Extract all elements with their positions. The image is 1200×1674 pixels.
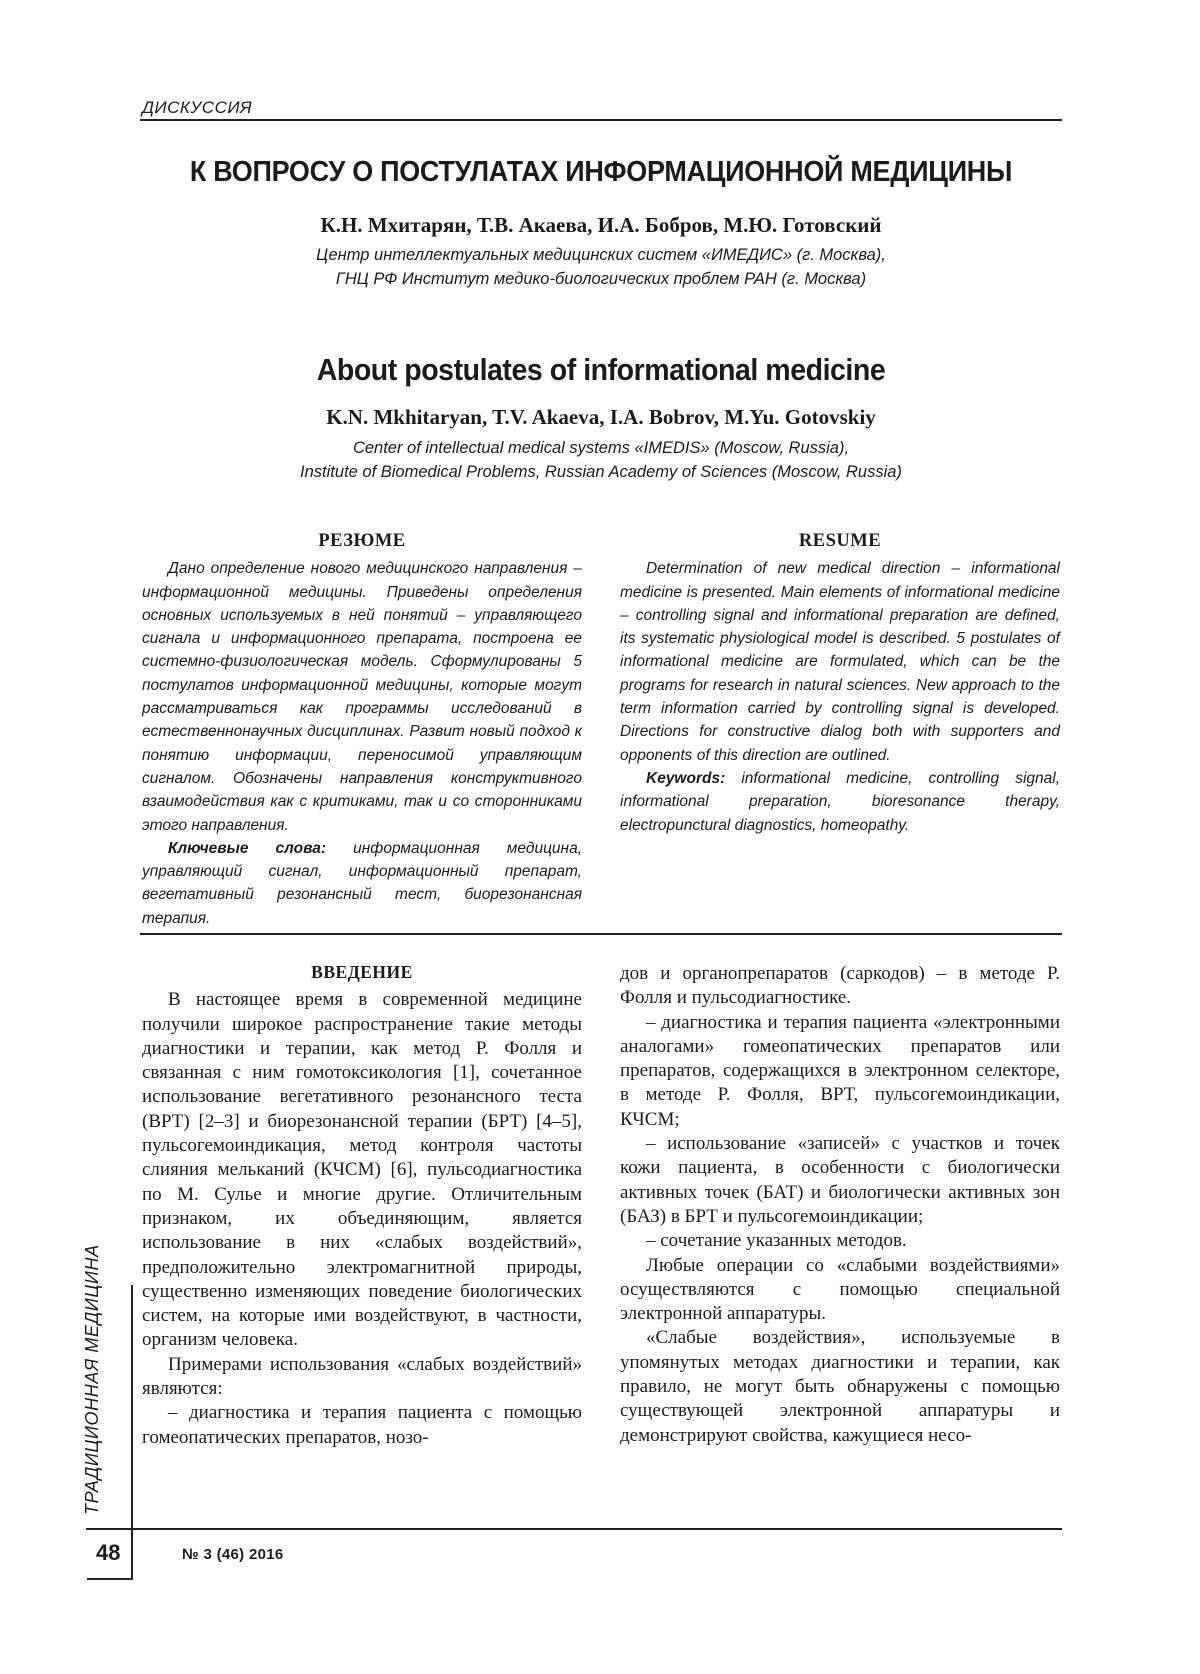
abstract-divider xyxy=(140,933,1062,935)
section-label: ДИСКУССИЯ xyxy=(142,98,252,118)
keywords-ru-text: информационная медицина, управляющий сигнал, информационный препарат, вегетативный резонансный тест, биорезонансная терапия. xyxy=(142,840,582,927)
abstract-ru-text: Дано определение нового медицинского направления – информационной медицины. Приведены определения основных используемых в ней понятий – управляющего сигнала и информационного препарата, построена ее системно-физиологическая модель. Сформулированы 5 постулатов информационной медицины, которые могут рассматриваться как программы исследований в естественнонаучных дисциплинах. Развит новый подход к понятию информации, переносимой управляющим сигналом. Обозначены направления конструктивного взаимодействия как с критиками, так и со сторонниками этого направления. xyxy=(142,557,582,837)
side-rule xyxy=(131,1285,133,1530)
body-paragraph: – диагностика и терапия пациента «электронными аналогами» гомеопатических препаратов или препаратов, содержащихся в электронном селекторе, в методе Р. Фолля, ВРТ, пульсогемоиндикации, КЧСМ; xyxy=(620,1011,1060,1132)
body-right-column xyxy=(620,962,1060,1448)
affiliation-en-line-1: Center of intellectual medical systems «IMEDIS» (Moscow, Russia), xyxy=(140,436,1062,460)
body-paragraph: «Слабые воздействия», используемые в упомянутых методах диагностики и терапии, как правило, не могут быть обнаружены с помощью существующей электронной аппаратуры и демонстрируют свойства, кажущиеся несо- xyxy=(620,1326,1060,1447)
abstract-en-heading: RESUME xyxy=(620,530,1060,553)
issue-info: № 3 (46) 2016 xyxy=(182,1546,284,1563)
abstract-ru-keywords xyxy=(142,837,582,930)
article-title-ru: К ВОПРОСУ О ПОСТУЛАТАХ ИНФОРМАЦИОННОЙ МЕДИЦИНЫ xyxy=(172,156,1029,189)
article-title-en: About postulates of informational medicine xyxy=(177,352,1025,388)
abstract-en-keywords xyxy=(620,767,1060,837)
keywords-ru-label: Ключевые слова: xyxy=(168,840,326,857)
keywords-en-label: Keywords: xyxy=(646,770,725,787)
body-paragraph: Примерами использования «слабых воздействий» являются: xyxy=(142,1353,582,1402)
body-paragraph-continued: дов и органопрепаратов (саркодов) – в методе Р. Фолля и пульсодиагностике. xyxy=(620,962,1060,1011)
body-paragraph: – сочетание указанных методов. xyxy=(620,1229,1060,1253)
body-paragraph: – использование «записей» с участков и точек кожи пациента, в особенности с биологически активных точек (БАТ) и биологически активных зон (БАЗ) в БРТ и пульсогемоиндикации; xyxy=(620,1132,1060,1229)
body-paragraph: Любые операции со «слабыми воздействиями» осуществляются с помощью специальной электронной аппаратуры. xyxy=(620,1254,1060,1327)
body-left-column xyxy=(142,960,582,1450)
abstract-ru-heading: РЕЗЮМЕ xyxy=(142,530,582,553)
abstract-ru xyxy=(142,530,582,930)
page-number: 48 xyxy=(96,1540,120,1566)
affiliation-ru-line-2: ГНЦ РФ Институт медико-биологических проблем РАН (г. Москва) xyxy=(140,267,1062,291)
introduction-heading: ВВЕДЕНИЕ xyxy=(142,960,582,984)
header-rule xyxy=(140,119,1062,121)
affiliation-en-line-2: Institute of Biomedical Problems, Russian Academy of Sciences (Moscow, Russia) xyxy=(140,460,1062,484)
journal-side-label: ТРАДИЦИОННАЯ МЕДИЦИНА xyxy=(82,1295,103,1515)
body-paragraph: В настоящее время в современной медицине получили широкое распространение такие методы диагностики и терапии, как метод Р. Фолля и связанная с ним гомотоксикология [1], сочетанное использование вегетативного резонансного теста (ВРТ) [2–3] и биорезонансной терапии (БРТ) [4–5], пульсогемоиндикация, метод контроля частоты слияния мельканий (КЧСМ) [6], пульсодиагностика по М. Сулье и многие другие. Отличительным признаком, их объединяющим, является использование в них «слабых воздействий», предположительно электромагнитной природы, существенно изменяющих поведение биологических систем, на которые ими воздействуют, в частности, организм человека. xyxy=(142,988,582,1352)
body-paragraph: – диагностика и терапия пациента с помощью гомеопатических препаратов, нозо- xyxy=(142,1401,582,1450)
keywords-en-text: informational medicine, controlling signal, informational preparation, bioresonance therapy, electropunctural diagnostics, homeopathy. xyxy=(620,770,1060,834)
authors-ru: К.Н. Мхитарян, Т.В. Акаева, И.А. Бобров, М.Ю. Готовский xyxy=(140,213,1062,238)
affiliation-ru-line-1: Центр интеллектуальных медицинских систем «ИМЕДИС» (г. Москва), xyxy=(140,243,1062,267)
abstract-en-text: Determination of new medical direction – informational medicine is presented. Main elements of informational medicine – controlling signal and informational preparation are defined, its systematic physiological model is described. 5 postulates of informational medicine are formulated, which can be the programs for research in natural sciences. New approach to the term information carried by controlling signal is developed. Directions for constructive dialog both with supporters and opponents of this direction are outlined. xyxy=(620,557,1060,767)
abstract-en xyxy=(620,530,1060,837)
authors-en: K.N. Mkhitaryan, T.V. Akaeva, I.A. Bobrov, M.Yu. Gotovskiy xyxy=(140,405,1062,430)
footer-rule xyxy=(86,1528,1062,1530)
